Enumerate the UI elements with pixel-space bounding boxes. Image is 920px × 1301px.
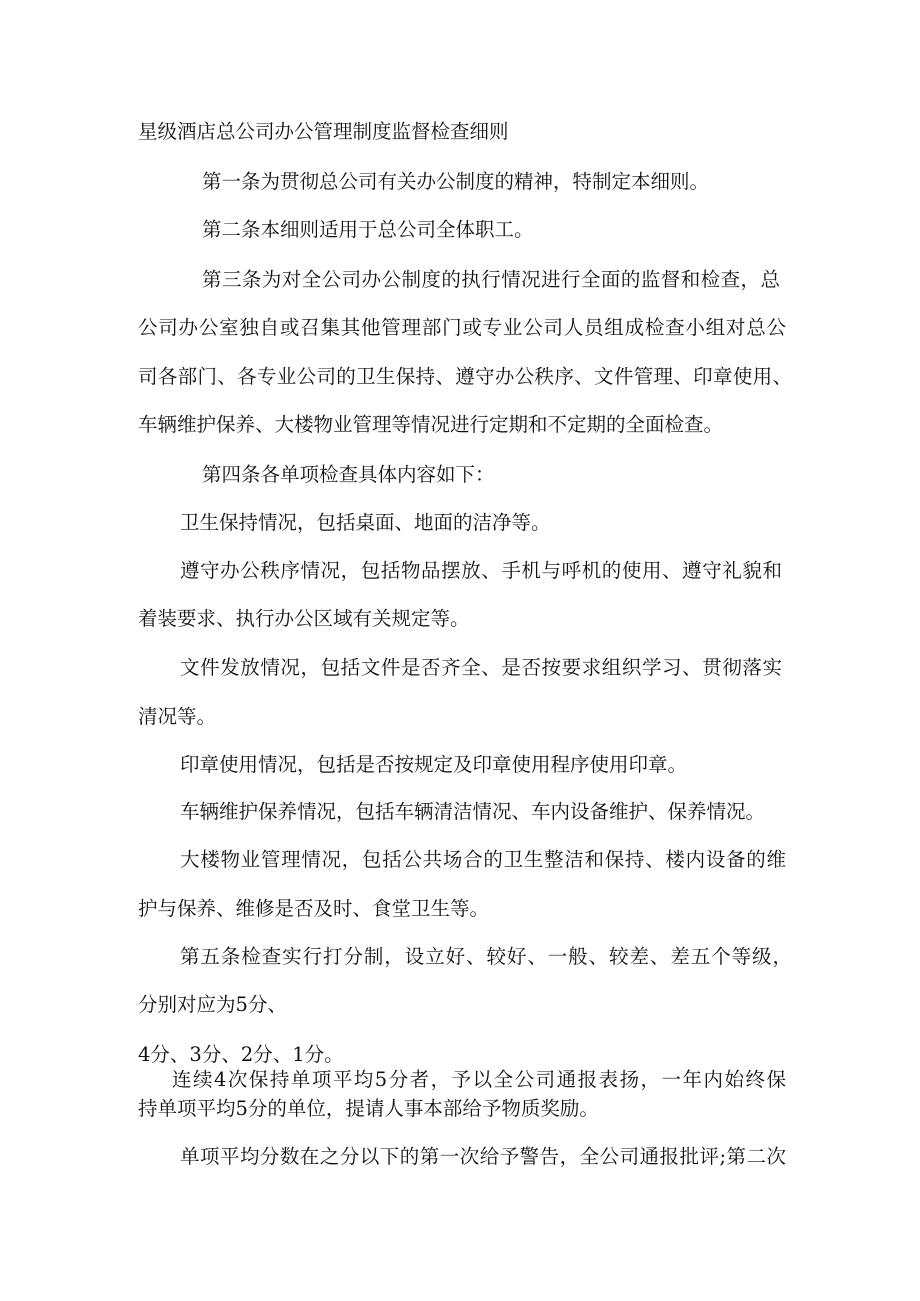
paragraph-line: 大楼物业管理情况，包括公共场合的卫生整洁和保持、楼内设备的维 <box>180 848 786 871</box>
paragraph-line: 文件发放情况，包括文件是否齐全、是否按要求组织学习、贯彻落实 <box>180 656 782 679</box>
paragraph-line: 车辆维护保养、大楼物业管理等情况进行定期和不定期的全面检查。 <box>138 413 724 436</box>
paragraph-line: 第五条检查实行打分制，设立好、较好、一般、较差、差五个等级， <box>180 945 792 968</box>
paragraph-line: 分别对应为5分、 <box>138 993 287 1016</box>
paragraph-line: 第二条本细则适用于总公司全体职工。 <box>202 218 534 241</box>
paragraph-line: 连续4次保持单项平均5分者，予以全公司通报表扬，一年内始终保 <box>172 1068 786 1091</box>
paragraph-line: 单项平均分数在之分以下的第一次给予警告，全公司通报批评;第二次 <box>180 1145 786 1168</box>
paragraph-line: 第三条为对全公司办公制度的执行情况进行全面的监督和检查，总 <box>202 268 780 291</box>
paragraph-line: 印章使用情况，包括是否按规定及印章使用程序使用印章。 <box>180 753 688 776</box>
paragraph-line: 司各部门、各专业公司的卫生保持、遵守办公秩序、文件管理、印章使用、 <box>138 365 792 388</box>
paragraph-line: 4分、3分、2分、1分。 <box>138 1043 344 1066</box>
paragraph-line: 护与保养、维修是否及时、食堂卫生等。 <box>138 897 490 920</box>
paragraph-line: 遵守办公秩序情况，包括物品摆放、手机与呼机的使用、遵守礼貌和 <box>180 559 782 582</box>
paragraph-line: 第一条为贯彻总公司有关办公制度的精神，特制定本细则。 <box>202 170 710 193</box>
paragraph-line: 清况等。 <box>138 705 217 728</box>
document-title: 星级酒店总公司办公管理制度监督检查细则 <box>138 120 509 143</box>
paragraph-line: 第四条各单项检查具体内容如下： <box>202 463 495 486</box>
paragraph-line: 着装要求、执行办公区域有关规定等。 <box>138 607 470 630</box>
paragraph-line: 车辆维护保养情况，包括车辆清洁情况、车内设备维护、保养情况。 <box>180 800 766 823</box>
paragraph-line: 持单项平均5分的单位，提请人事本部给予物质奖励。 <box>138 1097 599 1120</box>
paragraph-line: 公司办公室独自或召集其他管理部门或专业公司人员组成检查小组对总公 <box>138 316 786 339</box>
paragraph-line: 卫生保持情况，包括桌面、地面的洁净等。 <box>180 511 551 534</box>
